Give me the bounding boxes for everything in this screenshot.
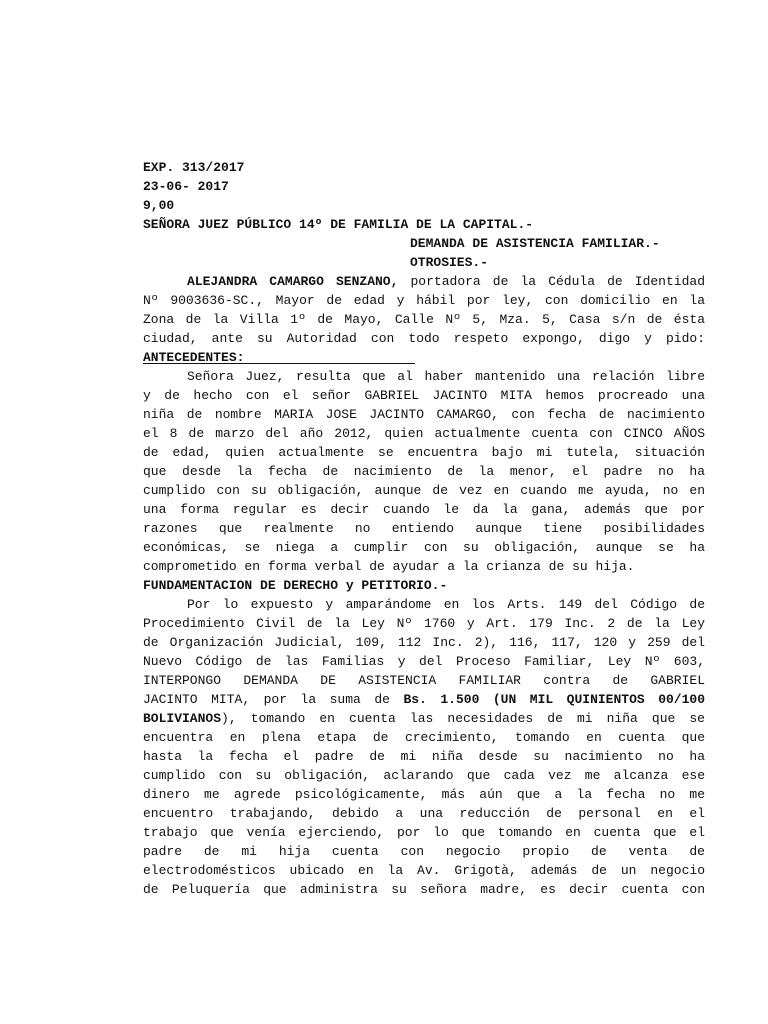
paragraph-line [143, 709, 705, 728]
section-heading-fundamentacion: FUNDAMENTACION DE DERECHO y PETITORIO.- [143, 578, 448, 593]
amount-trail-text: ), tomando en cuenta las necesidades de mi niña que se [221, 711, 705, 726]
paragraph-line: una forma regular es decir cuando le da la gana, además que por [143, 502, 705, 517]
paragraph-line: cumplido con su obligación, aunque de vez en cuando me ayuda, no en [143, 483, 705, 498]
paragraph-line: razones que realmente no entiendo aunque tiene posibilidades [143, 521, 705, 536]
paragraph-line: electrodomésticos ubicado en la Av. Grigotà, además de un negocio [143, 863, 705, 878]
paragraph-line: Por lo expuesto y amparándome en los Arts. 149 del Código de [187, 597, 705, 612]
section-heading-antecedentes: ANTECEDENTES: [143, 350, 245, 365]
paragraph-line: encuentra en plena etapa de crecimiento, tomando en cuenta que [143, 730, 705, 745]
paragraph-line: el 8 de marzo del año 2012, quien actualmente cuenta con CINCO AÑOS [143, 426, 705, 441]
document-subject: DEMANDA DE ASISTENCIA FAMILIAR.- [410, 236, 660, 251]
paragraph-line: económicas, se niega a cumplir con su obligación, aunque se ha [143, 540, 705, 555]
intro-line [143, 272, 705, 291]
claimed-amount-currency: BOLIVIANOS [143, 711, 222, 726]
paragraph-line: dinero me agrede psicológicamente, más aún que a la fecha no me [143, 787, 705, 802]
paragraph-line: niña de nombre MARIA JOSE JACINTO CAMARGO, con fecha de nacimiento [143, 407, 705, 422]
intro-line: ciudad, ante su Autoridad con todo respeto expongo, digo y pido: [143, 331, 705, 346]
paragraph-line: Señora Juez, resulta que al haber mantenido una relación libre [187, 369, 705, 384]
intro-line: Nº 9003636-SC., Mayor de edad y hábil por ley, con domicilio en la [143, 293, 705, 308]
paragraph-line: hasta la fecha el padre de mi niña desde su nacimiento no ha [143, 749, 705, 764]
paragraph-line: trabajo que venía ejerciendo, por lo que tomando en cuenta que el [143, 825, 705, 840]
expediente-number: EXP. 313/2017 [143, 160, 245, 175]
intro-line-text: portadora de la Cédula de Identidad [398, 274, 705, 289]
paragraph-line: de edad, quien actualmente se encuentra bajo mi tutela, situación [143, 445, 705, 460]
paragraph-line: de Organización Judicial, 109, 112 Inc. 2), 116, 117, 120 y 259 del [143, 635, 705, 650]
paragraph-line: comprometido en forma verbal de ayudar a la crianza de su hija. [143, 559, 635, 574]
amount-lead-text: JACINTO MITA, por la suma de [143, 692, 404, 707]
paragraph-line: y de hecho con el señor GABRIEL JACINTO MITA hemos procreado una [143, 388, 705, 403]
paragraph-line: que desde la fecha de nacimiento de la menor, el padre no ha [143, 464, 705, 479]
filing-date: 23-06- 2017 [143, 179, 229, 194]
paragraph-line: padre de mi hija cuenta con negocio propio de venta de [143, 844, 705, 859]
paragraph-line: encuentro trabajando, debido a una reducción de personal en el [143, 806, 705, 821]
paragraph-line [143, 690, 705, 709]
paragraph-line: Procedimiento Civil de la Ley Nº 1760 y Art. 179 Inc. 2 de la Ley [143, 616, 705, 631]
filing-time: 9,00 [143, 198, 175, 213]
paragraph-line: INTERPONGO DEMANDA DE ASISTENCIA FAMILIAR contra de GABRIEL [143, 673, 705, 688]
claimed-amount: Bs. 1.500 (UN MIL QUINIENTOS 00/100 [403, 692, 705, 707]
plaintiff-name: ALEJANDRA CAMARGO SENZANO, [187, 274, 399, 289]
document-subject-otrosies: OTROSIES.- [410, 255, 489, 270]
addressee: SEÑORA JUEZ PÚBLICO 14º DE FAMILIA DE LA CAPITAL.- [143, 217, 534, 232]
intro-line: Zona de la Villa 1º de Mayo, Calle Nº 5, Mza. 5, Casa s/n de ésta [143, 312, 705, 327]
heading-underline [143, 363, 415, 364]
paragraph-line: cumplido con su obligación, aclarando que cada vez me alcanza ese [143, 768, 705, 783]
paragraph-line: de Peluquería que administra su señora madre, es decir cuenta con [143, 882, 705, 897]
paragraph-line: Nuevo Código de las Familias y del Proceso Familiar, Ley Nº 603, [143, 654, 705, 669]
